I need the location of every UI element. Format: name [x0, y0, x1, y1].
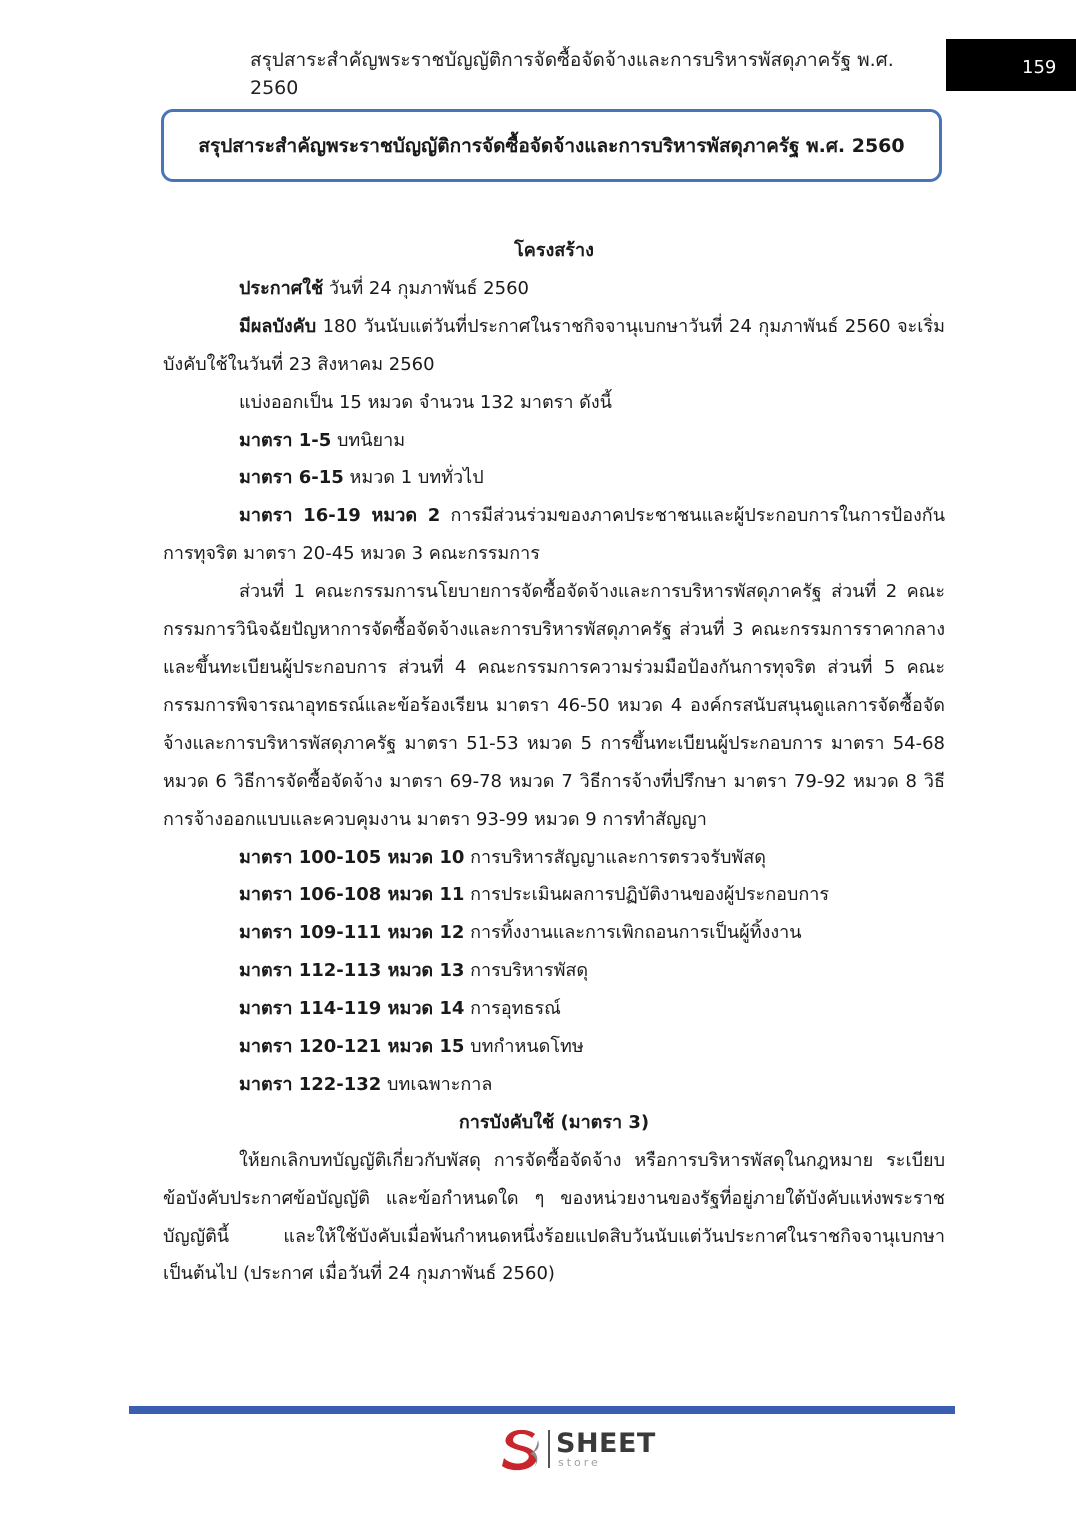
section-line-13	[163, 952, 945, 990]
page-number: 159	[1022, 57, 1057, 78]
announce-label: ประกาศใช้	[239, 277, 324, 299]
section-text: การประเมินผลการปฏิบัติงานของผู้ประกอบการ	[464, 884, 830, 906]
section-label: มาตรา 112-113 หมวด 13	[239, 960, 465, 982]
section-label: มาตรา 6-15	[239, 467, 344, 489]
section-heading-enforcement: การบังคับใช้ (มาตรา 3)	[458, 1111, 650, 1133]
effective-text: 180 วันนับแต่วันที่ประกาศในราชกิจจานุเบกษาวันที่ 24 กุมภาพันธ์ 2560 จะเริ่มบังคับใช้ในวันที่ 23 สิงหาคม 2560	[163, 315, 945, 375]
section-line-14	[163, 990, 945, 1028]
document-title-box	[161, 109, 942, 182]
division-line: แบ่งออกเป็น 15 หมวด จำนวน 132 มาตรา ดังนี้	[239, 391, 612, 413]
document-body	[163, 232, 945, 1293]
page-number-box	[946, 39, 1076, 91]
sheet-store-logo	[498, 1426, 658, 1472]
section-label: มาตรา 100-105 หมวด 10	[239, 846, 465, 868]
section-line-transitional	[163, 1066, 945, 1104]
section-line-12	[163, 914, 945, 952]
section-line-11	[163, 876, 945, 914]
section-label: มาตรา 16-19 หมวด 2	[239, 505, 441, 527]
logo-subtext: store	[558, 1456, 601, 1469]
effective-label: มีผลบังคับ	[239, 315, 317, 337]
enforcement-paragraph: ให้ยกเลิกบทบัญญัติเกี่ยวกับพัสดุ การจัดซื้อจัดจ้าง หรือการบริหารพัสดุในกฎหมาย ระเบียบ ข้อบังคับประกาศข้อบัญญัติ และข้อกำหนดใด ๆ ของหน่วยงานของรัฐที่อยู่ภายใต้บังคับแห่งพระราชบัญญัตินี้ และให้ใช้บังคับเมื่อพ้นกำหนดหนึ่งร้อยแปดสิบวันนับแต่วันประกาศในราชกิจจานุเบกษาเป็นต้นไป (ประกาศ เมื่อวันที่ 24 กุมภาพันธ์ 2560)	[163, 1149, 945, 1285]
section-line-15	[163, 1028, 945, 1066]
section-line-2	[163, 459, 945, 497]
s-logo-icon	[498, 1426, 546, 1472]
logo-divider	[548, 1430, 550, 1468]
logo-wordmark: SHEET	[556, 1428, 656, 1459]
effective-paragraph	[163, 308, 945, 384]
section-text: บทเฉพาะกาล	[381, 1073, 493, 1095]
section-label: มาตรา 122-132	[239, 1073, 382, 1095]
announce-text: วันที่ 24 กุมภาพันธ์ 2560	[323, 277, 529, 299]
section-text: การบริหารสัญญาและการตรวจรับพัสดุ	[464, 846, 766, 868]
section-label: มาตรา 109-111 หมวด 12	[239, 922, 465, 944]
section-text: การบริหารพัสดุ	[464, 960, 589, 982]
section-label: มาตรา 120-121 หมวด 15	[239, 1036, 465, 1058]
section-text: การทิ้งงานและการเพิกถอนการเป็นผู้ทิ้งงาน	[464, 922, 802, 944]
document-title: สรุปสาระสำคัญพระราชบัญญัติการจัดซื้อจัดจ้างและการบริหารพัสดุภาครัฐ พ.ศ. 2560	[198, 134, 905, 157]
section-label: มาตรา 106-108 หมวด 11	[239, 884, 465, 906]
section-text: การมีส่วนร่วมของภาคประชาชนและผู้ประกอบการในการป้องกันการทุจริต มาตรา 20-45 หมวด 3 คณะกรรมการ	[163, 505, 945, 565]
running-header-title: สรุปสาระสำคัญพระราชบัญญัติการจัดซื้อจัดจ้างและการบริหารพัสดุภาครัฐ พ.ศ. 2560	[250, 49, 894, 99]
section-line-1	[163, 422, 945, 460]
section-label: มาตรา 1-5	[239, 429, 332, 451]
section-text: บทนิยาม	[331, 429, 406, 451]
section-text: การอุทธรณ์	[464, 998, 561, 1020]
section-line-3	[163, 497, 945, 573]
section-text: บทกำหนดโทษ	[464, 1036, 584, 1058]
section-label: มาตรา 114-119 หมวด 14	[239, 998, 465, 1020]
section-text: หมวด 1 บททั่วไป	[343, 467, 484, 489]
parts-paragraph: ส่วนที่ 1 คณะกรรมการนโยบายการจัดซื้อจัดจ้างและการบริหารพัสดุภาครัฐ ส่วนที่ 2 คณะกรรมการวินิจฉัยปัญหาการจัดซื้อจัดจ้างและการบริหารพัสดุภาครัฐ ส่วนที่ 3 คณะกรรมการราคากลางและขึ้นทะเบียนผู้ประกอบการ ส่วนที่ 4 คณะกรรมการความร่วมมือป้องกันการทุจริต ส่วนที่ 5 คณะกรรมการพิจารณาอุทธรณ์และข้อร้องเรียน มาตรา 46-50 หมวด 4 องค์กรสนับสนุนดูแลการจัดซื้อจัดจ้างและการบริหารพัสดุภาครัฐ มาตรา 51-53 หมวด 5 การขึ้นทะเบียนผู้ประกอบการ มาตรา 54-68 หมวด 6 วิธีการจัดซื้อจัดจ้าง มาตรา 69-78 หมวด 7 วิธีการจ้างที่ปรึกษา มาตรา 79-92 หมวด 8 วิธีการจ้างออกแบบและควบคุมงาน มาตรา 93-99 หมวด 9 การทำสัญญา	[163, 581, 945, 830]
section-line-10	[163, 839, 945, 877]
section-heading-structure: โครงสร้าง	[514, 240, 594, 261]
footer-divider-bar	[129, 1406, 955, 1414]
announce-line	[163, 270, 945, 308]
